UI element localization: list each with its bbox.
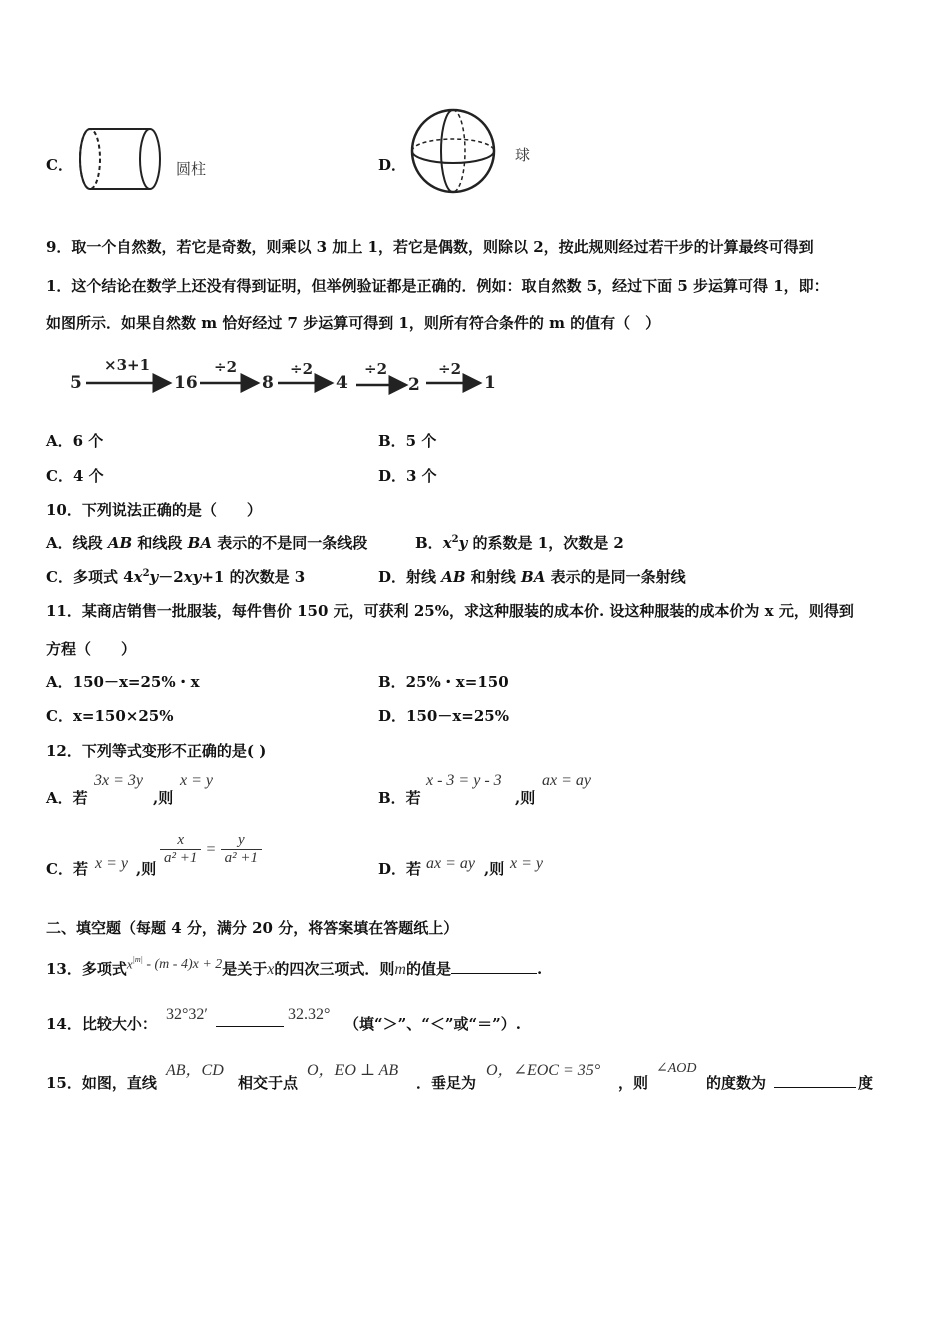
section2-title: 二、填空题（每题 4 分，满分 20 分，将答案填在答题纸上）	[46, 919, 459, 937]
q15-condition: O，∠EOC = 35°	[486, 1062, 601, 1079]
q9-line3: 如图所示．如果自然数 m 恰好经过 7 步运算可得到 1，则所有符合条件的 m 的值有（ ）	[46, 314, 661, 332]
q15-mid3: ，则	[618, 1074, 649, 1092]
q15-prefix: 15．如图，直线	[46, 1074, 157, 1092]
flow-node-2: 8	[262, 373, 274, 393]
q12-b-res: ax = ay	[542, 772, 591, 789]
q11-line2: 方程（ ）	[46, 640, 137, 658]
flow-node-5: 1	[484, 373, 496, 393]
q12-d-then: ,则	[484, 860, 505, 878]
q13-line: 13．多项式$^{x|m|}$ - (m - 4)x + 2是关于x的四次三项式．则m的值是 .	[46, 955, 543, 978]
q14-left-angle: 32°32′	[166, 1006, 208, 1023]
q9-option-b: B．5 个	[378, 432, 437, 450]
flow-node-0: 5	[70, 373, 82, 393]
q12-c-cond: x = y	[95, 855, 128, 872]
q12-c-then: ,则	[136, 860, 157, 878]
q11-option-d: D．150－x=25%	[378, 707, 509, 725]
q12-a-res: x = y	[180, 772, 213, 789]
q9-flow-diagram	[66, 350, 506, 400]
cylinder-figure	[76, 124, 166, 196]
q9-line1: 9．取一个自然数，若它是奇数，则乘以 3 加上 1，若它是偶数，则除以 2，按此规则经过若干步的计算最终可得到	[46, 238, 814, 256]
sphere-label: 球	[515, 146, 531, 164]
q12-d-cond: ax = ay	[426, 855, 475, 872]
q11-option-c: C．x=150×25%	[46, 707, 174, 725]
q10-option-a: A．线段 AB 和线段 BA 表示的不是同一条线段	[46, 534, 368, 552]
q15-lines: AB，CD	[166, 1062, 224, 1079]
q14-suffix: （填“＞”、“＜”或“＝”）.	[344, 1015, 521, 1033]
q9-option-c: C．4 个	[46, 467, 104, 485]
q14-right-angle: 32.32°	[288, 1006, 331, 1023]
q15-point: O，EO ⊥ AB	[307, 1062, 399, 1079]
q12-a-cond: 3x = 3y	[94, 772, 143, 789]
flow-node-1: 16	[174, 373, 198, 393]
q11-option-b: B．25%・x=150	[378, 673, 509, 691]
sphere-figure	[408, 106, 498, 196]
q12-b-then: ,则	[515, 789, 536, 807]
flow-node-3: 4	[336, 373, 348, 393]
q15-answer-blank[interactable]	[774, 1073, 856, 1088]
q12-c-fraction-eq	[160, 832, 262, 867]
option-c-letter: C．	[46, 156, 73, 174]
q12-c-eq: =	[206, 841, 216, 858]
q12-b-cond: x - 3 = y - 3	[426, 772, 502, 789]
q9-option-a: A．6 个	[46, 432, 104, 450]
flow-op-4: ÷2	[438, 360, 462, 378]
q9-option-d: D．3 个	[378, 467, 437, 485]
q12-c-frac-right: $\frac{y}{\text{a² +1}}$	[221, 832, 262, 867]
q14-prefix: 14．比较大小：	[46, 1015, 157, 1033]
q12-c-letter: C．若	[46, 860, 88, 878]
flow-node-4: 2	[408, 375, 420, 395]
q13-expr: $^{x|m|}$ - (m - 4)x + 2	[126, 955, 223, 972]
flow-op-2: ÷2	[290, 360, 314, 378]
q12-d-letter: D．若	[378, 860, 422, 878]
cylinder-label: 圆柱	[176, 160, 207, 178]
q10-stem: 10．下列说法正确的是（ ）	[46, 501, 262, 519]
q12-stem: 12．下列等式变形不正确的是( )	[46, 742, 267, 760]
q15-mid1: 相交于点	[238, 1074, 299, 1092]
q10-option-c: C．多项式 $4x^2y-2xy+1$ 的次数是 3	[46, 568, 306, 586]
q15-end: 度	[858, 1074, 874, 1092]
q10-option-d: D．射线 AB 和射线 BA 表示的是同一条射线	[378, 568, 686, 586]
option-d-letter: D．	[378, 156, 407, 174]
flow-op-0: ×3+1	[104, 356, 151, 374]
q11-option-a: A．150－x=25%・x	[46, 673, 200, 691]
q11-line1: 11．某商店销售一批服装，每件售价 150 元，可获利 25%，求这种服装的成本价. 设这种服装的成本价为 x 元，则得到	[46, 602, 854, 620]
q15-angle: ∠AOD	[656, 1061, 697, 1076]
q15-suffix: 的度数为	[706, 1074, 767, 1092]
q9-line2: 1．这个结论在数学上还没有得到证明，但举例验证都是正确的．例如：取自然数 5，经过下面 5 步运算可得 1，即：	[46, 277, 829, 295]
q12-d-res: x = y	[510, 855, 543, 872]
q14-answer-blank[interactable]	[216, 1012, 284, 1027]
q15-mid2: ．垂足为	[416, 1074, 477, 1092]
flow-op-3: ÷2	[364, 360, 388, 378]
q12-b-letter: B．若	[378, 789, 421, 807]
q12-a-then: ,则	[153, 789, 174, 807]
q12-a-letter: A．若	[46, 789, 88, 807]
q10-option-b: B．$x^2y$ 的系数是 1，次数是 2	[415, 534, 624, 552]
q12-c-frac-left: $\frac{x}{\text{a² +1}}$	[160, 832, 201, 867]
q13-answer-blank[interactable]	[451, 959, 537, 974]
flow-op-1: ÷2	[214, 358, 238, 376]
